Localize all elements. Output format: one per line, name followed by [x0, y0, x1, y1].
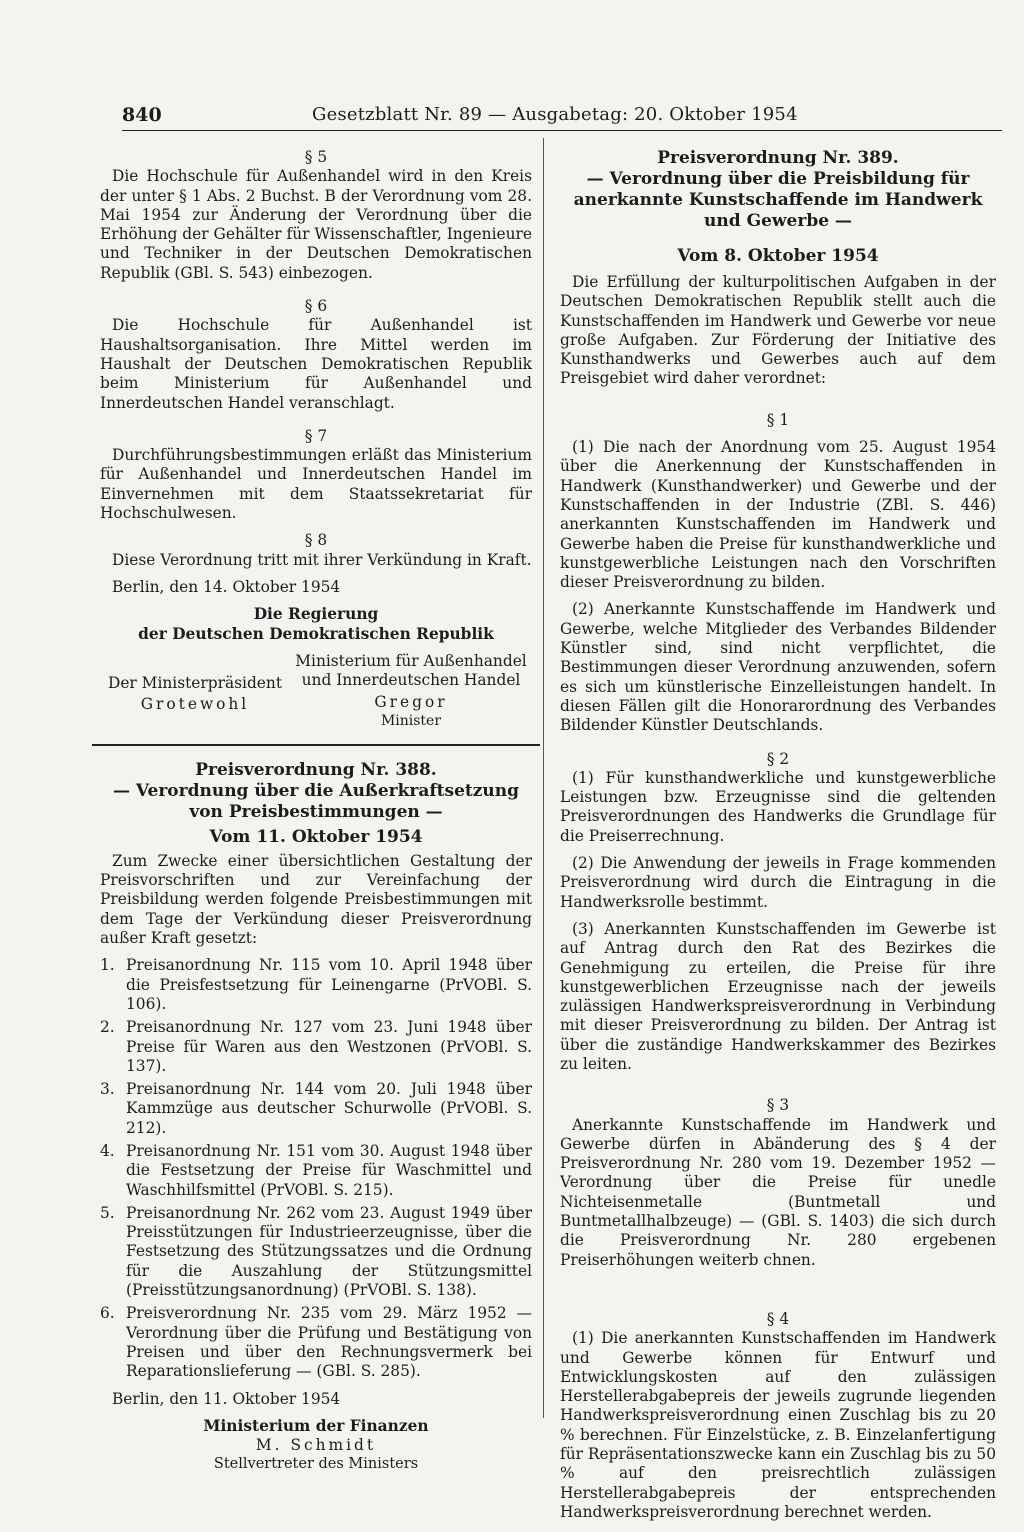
list-item [100, 1142, 532, 1200]
r-section-2-para-2: (2) Die Anwendung der jeweils in Frage kommenden Preisverordnung wird durch die Eintragung in die Handwerksrolle bestimmt. [560, 854, 996, 911]
government-line-1: Die Regierung [253, 605, 379, 624]
section-7-text: Durchführungsbestimmungen erläßt das Ministerium für Außenhandel und Innerdeutschen Handel im Einvernehmen mit dem Staatssekretariat für Hochschulwesen. [100, 446, 532, 523]
list-item [100, 1080, 532, 1138]
list-item-number: 6. [100, 1304, 115, 1323]
r-section-4-heading: § 4 [766, 1309, 790, 1328]
pv388-ministry: Ministerium der Finanzen [203, 1416, 429, 1435]
pv388-intro: Zum Zwecke einer übersichtlichen Gestaltung der Preisvorschriften und zur Vereinfachung der Preisbildung werden folgende Preisbestimmungen mit dem Tage der Verkündung dieser Preisverordnung außer Kraft gesetzt: [100, 851, 532, 948]
pv388-date: Vom 11. Oktober 1954 [209, 826, 423, 847]
pv389-date: Vom 8. Oktober 1954 [677, 246, 879, 266]
list-item-text: Preisanordnung Nr. 127 vom 23. Juni 1948 über Preise für Waren aus den Westzonen (PrVOBl. S. 137). [126, 1018, 532, 1075]
r-section-3-heading: § 3 [766, 1096, 790, 1115]
pv389-intro: Die Erfüllung der kulturpolitischen Aufgaben in der Deutschen Demokratischen Republik stellt auch die Kunstschaffenden im Handwerk und Gewerbe vor neue große Aufgaben. Zur Förderung der Initiative des Kunsthandwerks und Gewerbes auch auf dem Preisgebiet wird daher verordnet: [560, 273, 996, 388]
pv389-title: Preisverordnung Nr. 389. [657, 148, 899, 168]
list-item-text: Preisanordnung Nr. 144 vom 20. Juli 1948 über Kammzüge aus deutscher Schurwolle (PrVOBl. S. 212). [126, 1080, 532, 1137]
r-section-2-para-3: (3) Anerkannten Kunstschaffenden im Gewerbe ist auf Antrag durch den Rat des Bezirkes die Genehmigung zu erteilen, die Preise für ihre kunstgewerblichen Erzeugnisse nach der jeweils zulässigen Handwerkspreisverordnung in Verbindung mit dieser Preisverordnung zu bilden. Der Antrag ist über die zuständige Handwerkskammer des Bezirkes zu leiten. [560, 919, 996, 1073]
page-header [122, 102, 1002, 131]
page-number: 840 [122, 104, 162, 126]
r-section-3-text: Anerkannte Kunstschaffende im Handwerk und Gewerbe dürfen in Abänderung des § 4 der Preisverordnung Nr. 280 vom 19. Dezember 1952 — Verordnung über die Preise für unedle Nichteisenmetalle (Buntmetall und Buntmetallhalbzeuge) — (GBl. S. 1403) die sich durch die Preisverordnung Nr. 280 ergebenen Preiserhöhungen weiterb chnen. [560, 1115, 996, 1269]
list-item-text: Preisanordnung Nr. 151 vom 30. August 1948 über die Festsetzung der Preise für Waschmittel und Waschhilfsmittel (PrVOBl. S. 215). [126, 1141, 532, 1199]
section-8-heading: § 8 [304, 531, 328, 550]
r-section-1-para-1: (1) Die nach der Anordnung vom 25. August 1954 über die Anerkennung der Kunstschaffenden in Handwerk (Kunsthandwerker) und Gewerbe und der Kunstschaffenden in der Industrie (ZBl. S. 446) anerkannten Kunstschaffenden im Handwerk und Gewerbe haben die Preise für kunsthandwerkliche und kunstgewerbliche Leistungen nach den Vorschriften dieser Preisverordnung zu bilden. [560, 438, 996, 592]
pv388-subtitle: — Verordnung über die Außerkraftsetzung von Preisbestimmungen — [112, 780, 520, 822]
section-divider [92, 744, 540, 746]
section-5-heading: § 5 [304, 148, 328, 166]
pv388-title: Preisverordnung Nr. 388. [195, 759, 437, 780]
header-title: Gesetzblatt Nr. 89 — Ausgabetag: 20. Oktober 1954 [312, 104, 798, 125]
pv389-subtitle: — Verordnung über die Preisbildung für anerkannte Kunstschaffende im Handwerk und Gewerbe — [573, 169, 983, 231]
pv388-signature-role: Stellvertreter des Ministers [213, 1456, 419, 1473]
column-divider [543, 138, 544, 1418]
list-item-text: Preisanordnung Nr. 115 vom 10. April 1948 über die Preisfestsetzung für Leinengarne (PrVOBl. S. 106). [126, 956, 532, 1013]
list-item-number: 4. [100, 1141, 115, 1160]
r-section-1-heading: § 1 [766, 410, 790, 429]
signature-right-name: Gregor [374, 692, 448, 711]
signature-left-name: Grotewohl [140, 694, 250, 713]
list-item [100, 956, 532, 1014]
section-6-text: Die Hochschule für Außenhandel ist Haushaltsorganisation. Ihre Mittel werden im Haushalt der Deutschen Demokratischen Republik beim Ministerium für Außenhandel und Innerdeutschen Handel veranschlagt. [100, 316, 532, 412]
section-5-text: Die Hochschule für Außenhandel wird in den Kreis der unter § 1 Abs. 2 Buchst. B der Verordnung vom 28. Mai 1954 zur Änderung der Verordnung über die Erhöhung der Gehälter für Wissenschaftler, Ingenieure und Techniker in der Deutschen Demokratischen Republik (GBl. S. 543) einbezogen. [100, 167, 532, 282]
signature-right-role: Minister [380, 712, 442, 729]
list-item-number: 1. [100, 956, 115, 975]
pv388-signature-name: M. Schmidt [255, 1436, 377, 1455]
repealed-list [100, 956, 532, 1381]
place-date: Berlin, den 14. Oktober 1954 [112, 577, 341, 596]
list-item-number: 3. [100, 1080, 115, 1099]
section-8-text: Diese Verordnung tritt mit ihrer Verkündung in Kraft. [112, 550, 532, 569]
list-item-number: 2. [100, 1018, 115, 1037]
r-section-4-text: (1) Die anerkannten Kunstschaffenden im Handwerk und Gewerbe können für Entwurf und Entwicklungskosten auf den zulässigen Herstellerabgabepreis der jeweils zugrunde liegenden Handwerkspreisverordnung einen Zuschlag bis zu 20 % berechnen. Für Einzelstücke, z. B. Einzelanfertigung für Repräsentationszwecke kann ein Zuschlag bis zu 50 % auf den preisrechtlich zulässigen Herstellerabgabepreis der entsprechenden Handwerkspreisverordnung berechnet werden. [560, 1329, 996, 1521]
signature-block [100, 651, 532, 729]
pv388-place-date: Berlin, den 11. Oktober 1954 [112, 1389, 341, 1408]
signature-right-title-1: Ministerium für Außenhandel [295, 651, 527, 670]
signature-left-title: Der Ministerpräsident [107, 673, 283, 692]
list-item-text: Preisverordnung Nr. 235 vom 29. März 1952 — Verordnung über die Prüfung und Bestätigung von Preisen und über den Rechnungsvermerk bei Reparationslieferung — (GBl. S. 285). [126, 1304, 532, 1381]
list-item [100, 1304, 532, 1381]
signature-right-title-2: und Innerdeutschen Handel [301, 670, 521, 689]
section-6-heading: § 6 [304, 297, 328, 316]
right-column [560, 148, 996, 1522]
r-section-2-heading: § 2 [766, 749, 790, 768]
list-item-text: Preisanordnung Nr. 262 vom 23. August 1949 über Preisstützungen für Industrieerzeugnisse, über die Festsetzung des Stützungssatzes und die Ordnung für die Auszahlung der Stützungsmittel (Preisstützungsanordnung) (PrVOBl. S. 138). [126, 1203, 532, 1300]
section-7-heading: § 7 [304, 426, 328, 445]
list-item [100, 1204, 532, 1300]
government-line-2: der Deutschen Demokratischen Republik [138, 624, 494, 643]
list-item-number: 5. [100, 1203, 115, 1222]
r-section-2-para-1: (1) Für kunsthandwerkliche und kunstgewerbliche Leistungen bzw. Erzeugnisse sind die geltenden Preisverordnungen des Handwerks die Grundlage für die Preiserrechnung. [560, 768, 996, 845]
list-item [100, 1018, 532, 1076]
left-column [100, 148, 532, 1475]
r-section-1-para-2: (2) Anerkannte Kunstschaffende im Handwerk und Gewerbe, welche Mitglieder des Verbandes Bildender Künstler sind, sind nicht verpflichtet, die Bestimmungen dieser Verordnung anzuwenden, sofern es sich um künstlerische Einzelleistungen handelt. In diesen Fällen gilt die Honorarordnung des Verbandes Bildender Künstler Deutschlands. [560, 600, 996, 735]
